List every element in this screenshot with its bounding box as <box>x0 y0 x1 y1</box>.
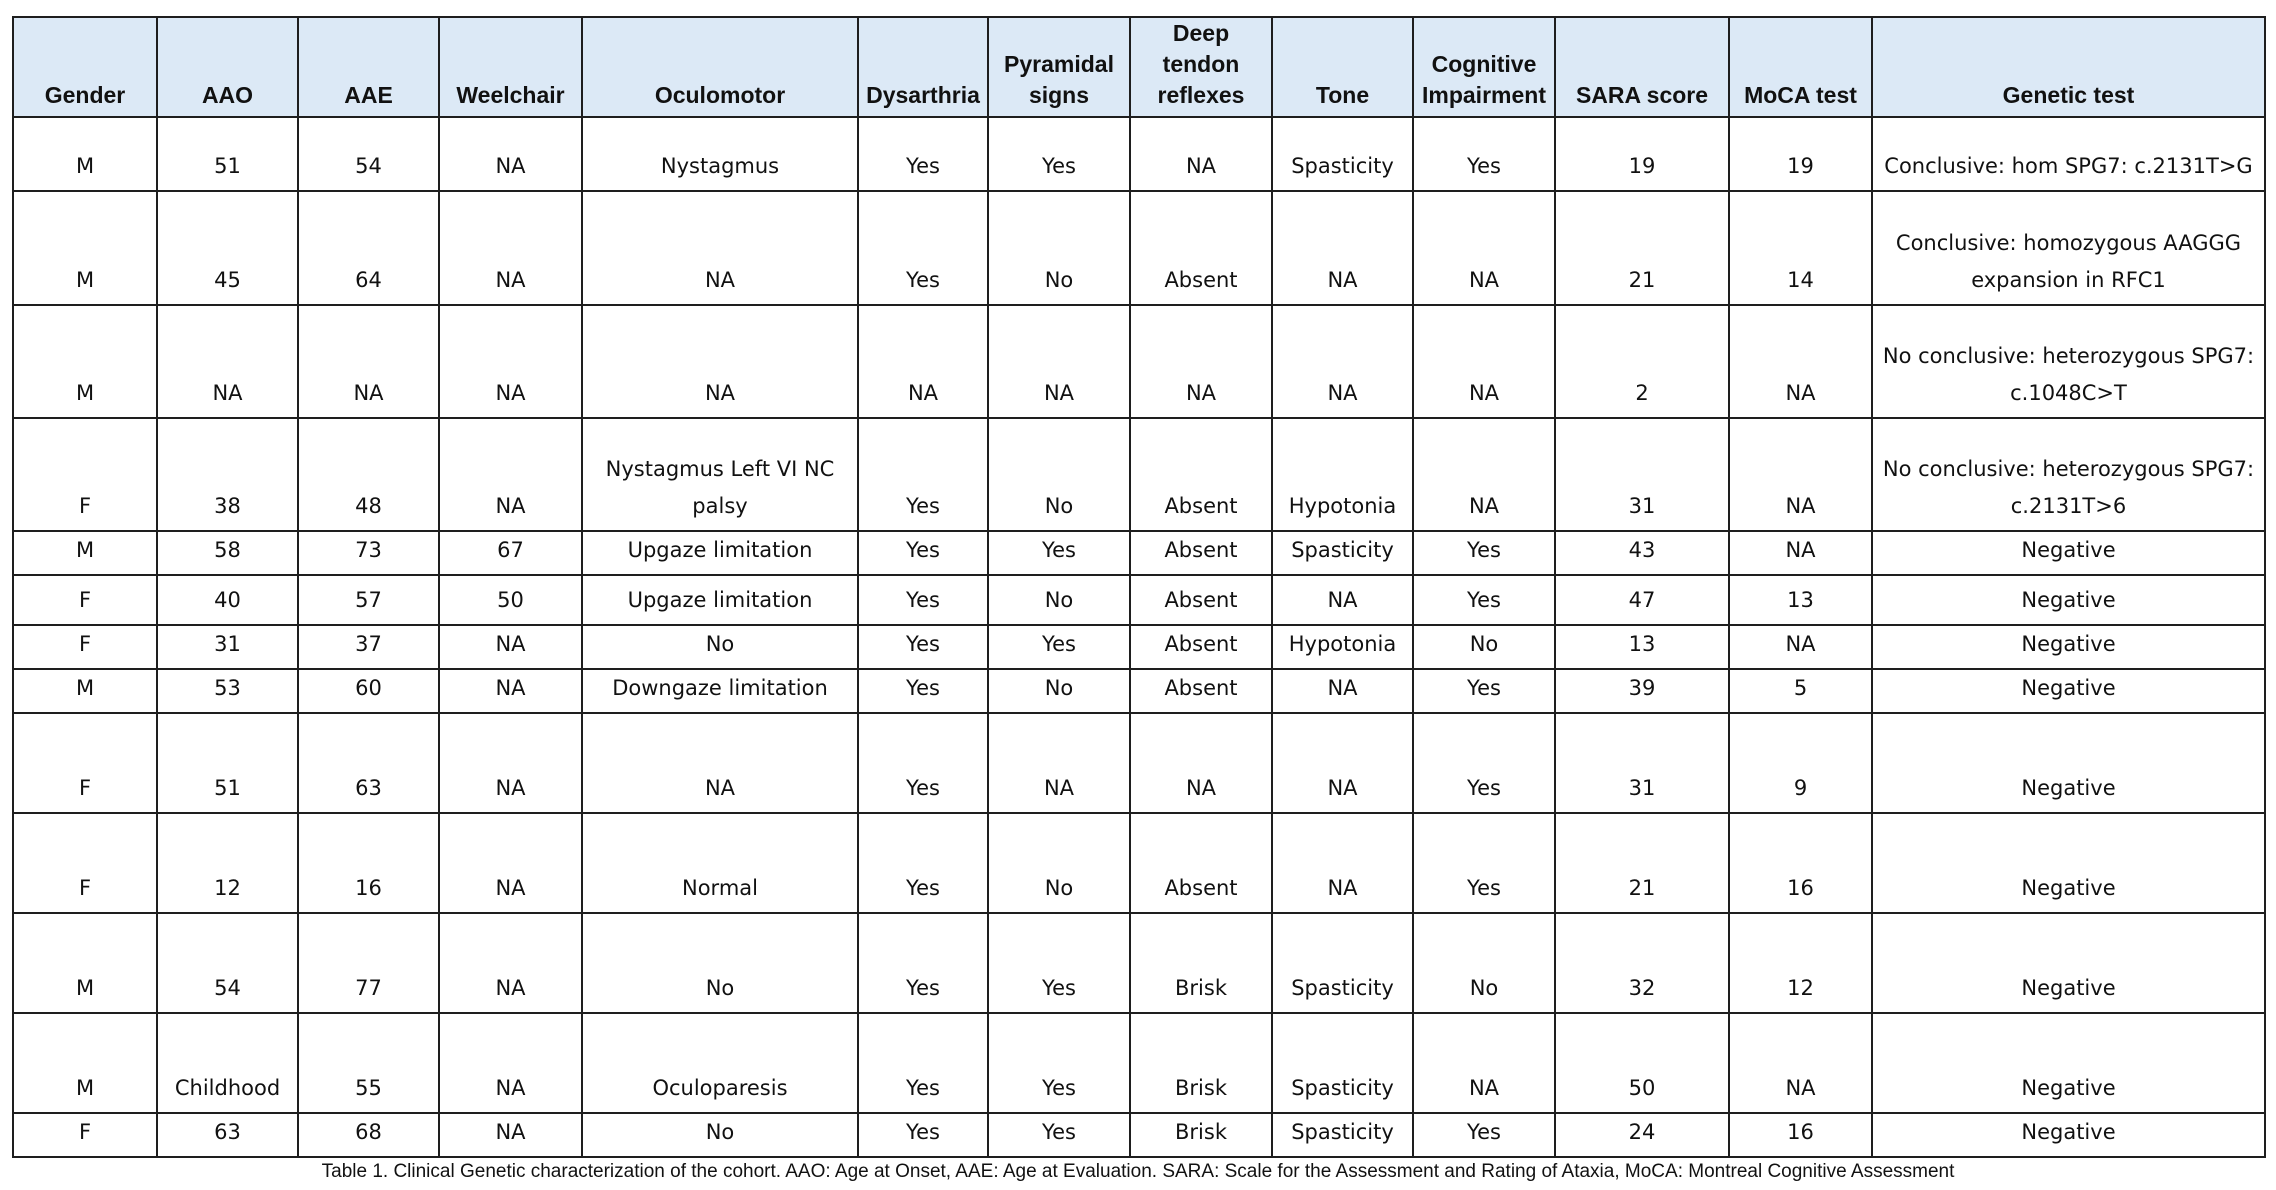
table-cell: 13 <box>1729 575 1872 625</box>
column-header: SARA score <box>1555 17 1729 117</box>
table-cell: F <box>13 575 157 625</box>
table-cell: NA <box>1272 813 1413 913</box>
table-cell: Yes <box>1413 575 1555 625</box>
table-cell: Yes <box>858 669 988 713</box>
table-cell: Yes <box>988 1113 1130 1157</box>
table-cell: 60 <box>298 669 439 713</box>
table-cell: Negative <box>1872 1113 2265 1157</box>
table-cell: Absent <box>1130 531 1272 575</box>
table-cell: NA <box>1130 117 1272 191</box>
table-cell: 68 <box>298 1113 439 1157</box>
table-cell: Yes <box>858 575 988 625</box>
table-cell: Upgaze limitation <box>582 575 858 625</box>
table-cell: F <box>13 713 157 813</box>
table-cell: 53 <box>157 669 298 713</box>
column-header: AAO <box>157 17 298 117</box>
column-header: AAE <box>298 17 439 117</box>
table-cell: M <box>13 531 157 575</box>
table-cell: 9 <box>1729 713 1872 813</box>
table-cell: No <box>582 913 858 1013</box>
column-header: Weelchair <box>439 17 582 117</box>
table-cell: Spasticity <box>1272 913 1413 1013</box>
table-cell: NA <box>1272 669 1413 713</box>
table-cell: 12 <box>1729 913 1872 1013</box>
table-cell: NA <box>1729 531 1872 575</box>
table-cell: Yes <box>1413 1113 1555 1157</box>
table-cell: Negative <box>1872 713 2265 813</box>
table-cell: NA <box>439 713 582 813</box>
table-cell: 50 <box>1555 1013 1729 1113</box>
table-body <box>13 117 2265 1157</box>
table-row <box>13 1113 2265 1157</box>
table-cell: Absent <box>1130 418 1272 531</box>
table-cell: NA <box>1130 305 1272 418</box>
table-cell: No <box>582 625 858 669</box>
table-cell: No conclusive: heterozygous SPG7: c.2131T>6 <box>1872 418 2265 531</box>
table-cell: Negative <box>1872 625 2265 669</box>
table-cell: NA <box>1729 418 1872 531</box>
table-cell: NA <box>1413 191 1555 305</box>
table-cell: NA <box>157 305 298 418</box>
table-cell: M <box>13 669 157 713</box>
table-row <box>13 418 2265 531</box>
table-cell: 40 <box>157 575 298 625</box>
table-cell: 50 <box>439 575 582 625</box>
table-cell: 37 <box>298 625 439 669</box>
column-header: Dysarthria <box>858 17 988 117</box>
table-cell: 67 <box>439 531 582 575</box>
table-cell: 55 <box>298 1013 439 1113</box>
table-cell: 64 <box>298 191 439 305</box>
table-row <box>13 117 2265 191</box>
table-cell: NA <box>1130 713 1272 813</box>
table-cell: Yes <box>1413 713 1555 813</box>
table-cell: Negative <box>1872 813 2265 913</box>
table-cell: Brisk <box>1130 1113 1272 1157</box>
table-cell: Yes <box>858 1013 988 1113</box>
table-row <box>13 713 2265 813</box>
table-cell: Yes <box>1413 117 1555 191</box>
table-cell: Yes <box>858 1113 988 1157</box>
table-cell: Brisk <box>1130 913 1272 1013</box>
table-row <box>13 305 2265 418</box>
table-cell: NA <box>988 305 1130 418</box>
table-cell: M <box>13 117 157 191</box>
table-cell: NA <box>1729 305 1872 418</box>
table-cell: NA <box>1413 305 1555 418</box>
column-header: Tone <box>1272 17 1413 117</box>
table-cell: NA <box>439 305 582 418</box>
table-cell: Hypotonia <box>1272 418 1413 531</box>
table-cell: NA <box>439 1013 582 1113</box>
table-row <box>13 531 2265 575</box>
table-cell: 57 <box>298 575 439 625</box>
table-cell: 31 <box>1555 418 1729 531</box>
table-cell: Yes <box>1413 531 1555 575</box>
table-cell: NA <box>1272 191 1413 305</box>
table-cell: NA <box>1413 1013 1555 1113</box>
table-cell: Yes <box>988 117 1130 191</box>
table-cell: 31 <box>1555 713 1729 813</box>
table-cell: 2 <box>1555 305 1729 418</box>
table-cell: 51 <box>157 117 298 191</box>
table-cell: 21 <box>1555 813 1729 913</box>
table-cell: F <box>13 1113 157 1157</box>
table-cell: Absent <box>1130 191 1272 305</box>
table-cell: Yes <box>988 913 1130 1013</box>
table-cell: Yes <box>858 191 988 305</box>
table-cell: Yes <box>988 625 1130 669</box>
table-cell: 32 <box>1555 913 1729 1013</box>
table-cell: Upgaze limitation <box>582 531 858 575</box>
column-header: Genetic test <box>1872 17 2265 117</box>
table-cell: Brisk <box>1130 1013 1272 1113</box>
column-header: Gender <box>13 17 157 117</box>
table-cell: 31 <box>157 625 298 669</box>
table-cell: Yes <box>858 913 988 1013</box>
table-cell: NA <box>1272 713 1413 813</box>
table-cell: NA <box>1272 575 1413 625</box>
table-row <box>13 813 2265 913</box>
table-cell: Negative <box>1872 1013 2265 1113</box>
table-cell: 38 <box>157 418 298 531</box>
table-row <box>13 913 2265 1013</box>
table-cell: Spasticity <box>1272 1113 1413 1157</box>
table-cell: No <box>988 191 1130 305</box>
table-cell: Yes <box>858 531 988 575</box>
table-cell: No <box>988 575 1130 625</box>
table-cell: Hypotonia <box>1272 625 1413 669</box>
table-cell: Spasticity <box>1272 531 1413 575</box>
table-cell: NA <box>1729 625 1872 669</box>
table-cell: 12 <box>157 813 298 913</box>
table-row <box>13 1013 2265 1113</box>
table-row <box>13 669 2265 713</box>
table-cell: NA <box>439 191 582 305</box>
table-cell: 54 <box>157 913 298 1013</box>
table-cell: No <box>988 669 1130 713</box>
table-cell: 19 <box>1555 117 1729 191</box>
table-cell: 39 <box>1555 669 1729 713</box>
table-cell: No <box>1413 625 1555 669</box>
table-cell: Negative <box>1872 669 2265 713</box>
table-cell: 45 <box>157 191 298 305</box>
table-cell: Absent <box>1130 575 1272 625</box>
table-cell: NA <box>439 913 582 1013</box>
table-cell: 63 <box>298 713 439 813</box>
table-cell: Childhood <box>157 1013 298 1113</box>
table-cell: Yes <box>1413 813 1555 913</box>
table-cell: M <box>13 305 157 418</box>
table-cell: 13 <box>1555 625 1729 669</box>
table-cell: Normal <box>582 813 858 913</box>
table-cell: No <box>582 1113 858 1157</box>
table-cell: Conclusive: homozygous AAGGG expansion in RFC1 <box>1872 191 2265 305</box>
table-cell: 16 <box>298 813 439 913</box>
table-cell: NA <box>439 117 582 191</box>
table-cell: Spasticity <box>1272 117 1413 191</box>
table-cell: F <box>13 625 157 669</box>
column-header: Cognitive Impairment <box>1413 17 1555 117</box>
table-cell: Absent <box>1130 669 1272 713</box>
table-cell: 5 <box>1729 669 1872 713</box>
column-header: Deep tendon reflexes <box>1130 17 1272 117</box>
table-cell: 21 <box>1555 191 1729 305</box>
table-cell: Yes <box>858 625 988 669</box>
table-cell: NA <box>1272 305 1413 418</box>
table-cell: F <box>13 418 157 531</box>
table-cell: M <box>13 1013 157 1113</box>
table-cell: Yes <box>858 713 988 813</box>
table-header-row <box>13 17 2265 117</box>
table-cell: 16 <box>1729 813 1872 913</box>
table-cell: Absent <box>1130 813 1272 913</box>
table-cell: NA <box>298 305 439 418</box>
table-cell: Conclusive: hom SPG7: c.2131T>G <box>1872 117 2265 191</box>
table-cell: Yes <box>858 813 988 913</box>
table-cell: NA <box>858 305 988 418</box>
table-cell: No <box>988 418 1130 531</box>
table-cell: 51 <box>157 713 298 813</box>
table-cell: 58 <box>157 531 298 575</box>
table-cell: NA <box>582 305 858 418</box>
column-header: MoCA test <box>1729 17 1872 117</box>
table-cell: Negative <box>1872 531 2265 575</box>
column-header: Oculomotor <box>582 17 858 117</box>
table-cell: NA <box>439 813 582 913</box>
table-cell: 43 <box>1555 531 1729 575</box>
table-cell: F <box>13 813 157 913</box>
table-row <box>13 625 2265 669</box>
table-cell: 63 <box>157 1113 298 1157</box>
column-header: Pyramidal signs <box>988 17 1130 117</box>
table-cell: M <box>13 913 157 1013</box>
table-cell: 14 <box>1729 191 1872 305</box>
table-cell: Yes <box>1413 669 1555 713</box>
table-cell: NA <box>988 713 1130 813</box>
table-cell: NA <box>582 191 858 305</box>
table-cell: Negative <box>1872 913 2265 1013</box>
table-caption: Table 1. Clinical Genetic characterization of the cohort. AAO: Age at Onset, AAE: Age at Evaluation. SARA: Scale for the Assessment and Rating of Ataxia, MoCA: Montreal Cognitive Assessment <box>321 1161 1955 1182</box>
table-cell: No conclusive: heterozygous SPG7: c.1048C>T <box>1872 305 2265 418</box>
table-cell: Nystagmus Left VI NC palsy <box>582 418 858 531</box>
table-row <box>13 575 2265 625</box>
table-cell: Nystagmus <box>582 117 858 191</box>
table-cell: NA <box>1729 1013 1872 1113</box>
table-cell: 48 <box>298 418 439 531</box>
table-cell: 77 <box>298 913 439 1013</box>
table-cell: No <box>1413 913 1555 1013</box>
table-cell: 19 <box>1729 117 1872 191</box>
table-cell: 73 <box>298 531 439 575</box>
table-cell: Downgaze limitation <box>582 669 858 713</box>
table-cell: Yes <box>988 1013 1130 1113</box>
table-cell: Absent <box>1130 625 1272 669</box>
table-cell: Yes <box>858 418 988 531</box>
table-cell: NA <box>439 1113 582 1157</box>
table-cell: NA <box>582 713 858 813</box>
table-cell: 16 <box>1729 1113 1872 1157</box>
table-cell: No <box>988 813 1130 913</box>
table-cell: NA <box>439 418 582 531</box>
table-cell: Spasticity <box>1272 1013 1413 1113</box>
table-cell: Oculoparesis <box>582 1013 858 1113</box>
table-row <box>13 191 2265 305</box>
table-cell: M <box>13 191 157 305</box>
table-cell: NA <box>439 625 582 669</box>
table-cell: NA <box>439 669 582 713</box>
table-cell: Yes <box>858 117 988 191</box>
clinical-table-container <box>12 16 2264 1158</box>
table-cell: 24 <box>1555 1113 1729 1157</box>
table-cell: Yes <box>988 531 1130 575</box>
clinical-genetic-table <box>12 16 2266 1158</box>
table-cell: NA <box>1413 418 1555 531</box>
table-cell: Negative <box>1872 575 2265 625</box>
table-cell: 54 <box>298 117 439 191</box>
table-cell: 47 <box>1555 575 1729 625</box>
